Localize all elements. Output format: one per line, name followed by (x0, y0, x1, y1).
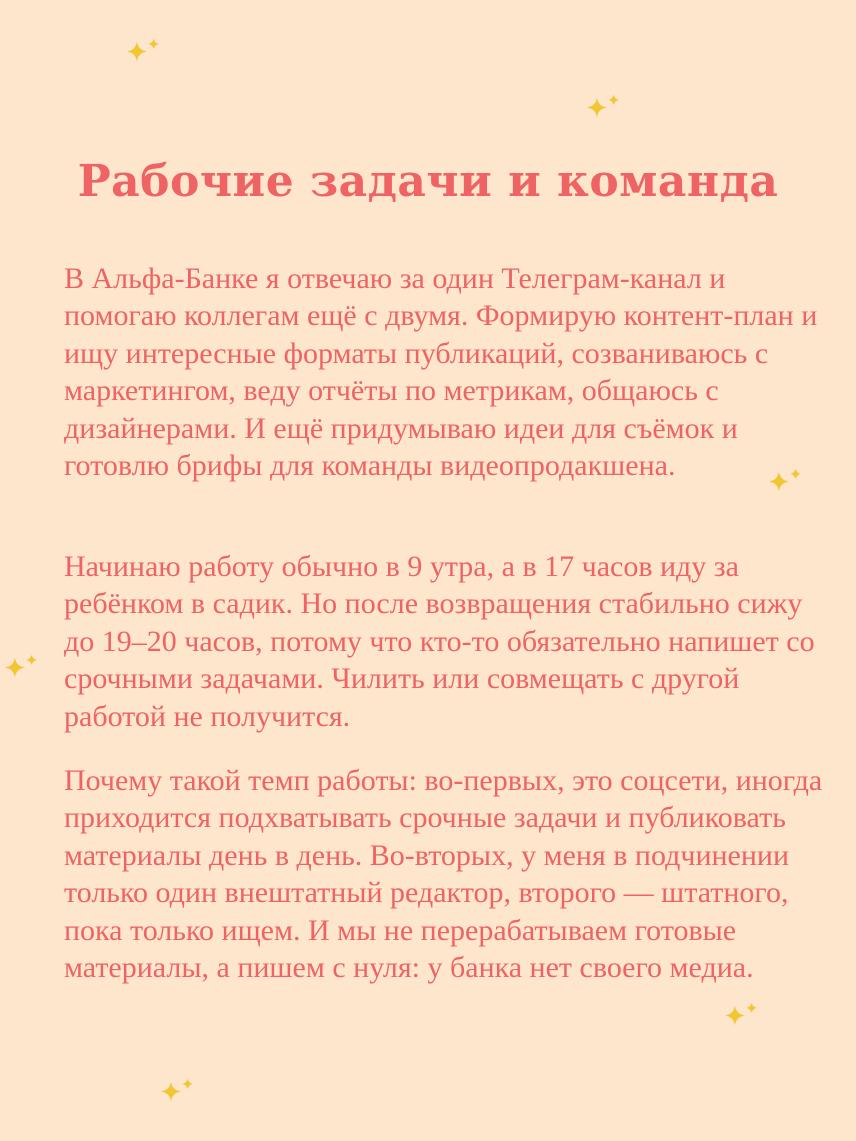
paragraph-schedule: Начинаю работу обычно в 9 утра, а в 17 часов иду за ребёнком в садик. Но после возвращения стабильно сижу до 19–20 часов, потому что кто-то обязательно напишет со срочными задачами. Чилить или совмещать с другой работой не получится. (64, 550, 815, 733)
paragraph-pace: Почему такой темп работы: во-первых, это соцсети, иногда приходится подхватывать срочные задачи и публиковать материалы день в день. Во-вторых, у меня в подчинении только один внештатный редактор, второго — штатного, пока только ищем. И мы не перерабатываем готовые материалы, а пишем с нуля: у банка нет своего медиа. (64, 764, 823, 985)
page-title: Рабочие задачи и команда (77, 156, 779, 207)
sparkles-icon: ✦✦ (768, 467, 802, 498)
sparkles-icon: ✦✦ (160, 1077, 194, 1108)
sparkles-icon: ✦✦ (586, 93, 620, 124)
sparkles-icon: ✦✦ (724, 1001, 758, 1032)
sparkles-icon: ✦✦ (4, 653, 38, 684)
sparkles-icon: ✦✦ (126, 37, 160, 68)
paragraph-tasks: В Альфа-Банке я отвечаю за один Телеграм-канал и помогаю коллегам ещё с двумя. Формирую контент-план и ищу интересные форматы публикаций, созваниваюсь с маркетингом, веду отчёты по метрикам, общаюсь с дизайнерами. И ещё придумываю идеи для съёмок и готовлю брифы для команды видеопродакшена. (64, 262, 818, 483)
